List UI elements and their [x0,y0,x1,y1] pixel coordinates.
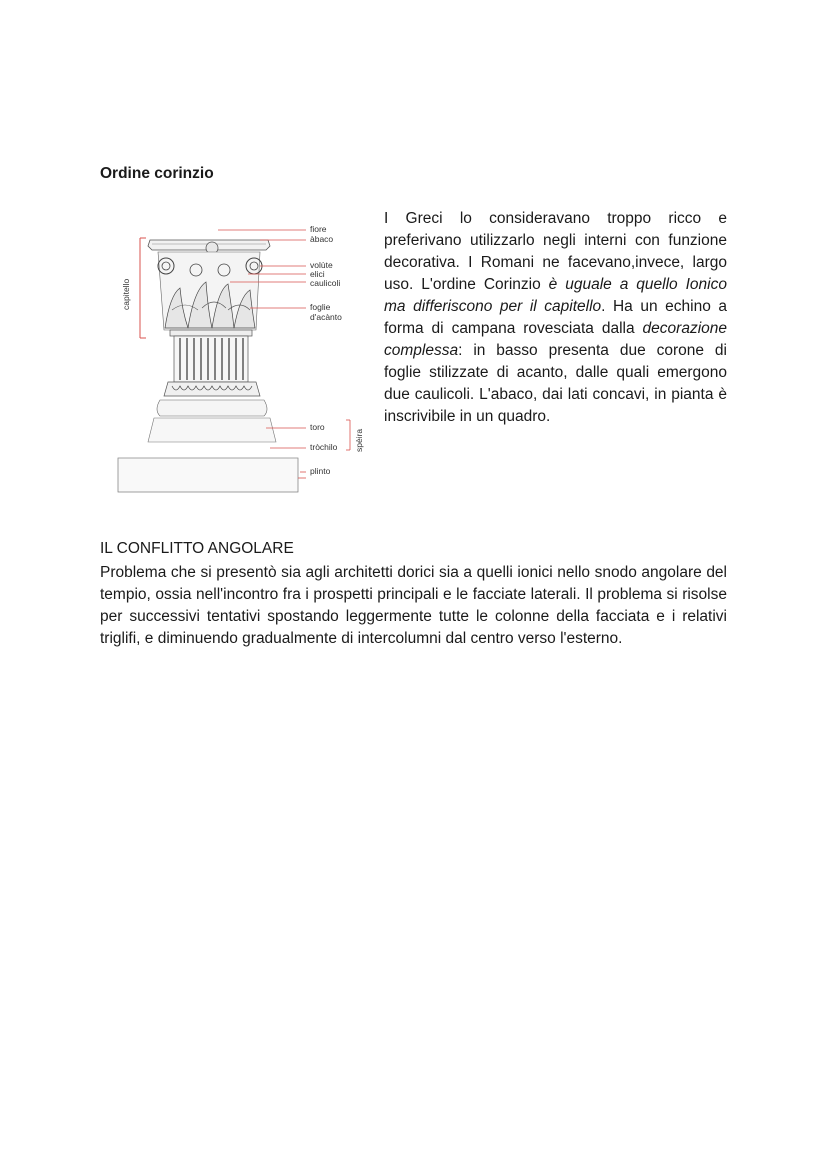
column-illustration [110,210,375,500]
label-caulicoli: caulicoli [310,278,341,288]
section-title: IL CONFLITTO ANGOLARE [100,540,294,557]
corinthian-column-diagram [110,210,375,500]
label-acanto: d'acànto [310,312,342,322]
intro-text-2: . Ha un echino a forma di campana rovesciata dalla [384,298,727,337]
intro-emphasis-2: decorazione complessa [384,320,727,359]
label-foglie: foglie [310,302,331,312]
label-abaco: àbaco [310,234,334,244]
intro-emphasis-1: è uguale a quello Ionico ma differiscono per il capitello [384,276,727,315]
trochilus-molding [148,418,276,442]
label-toro: toro [310,422,325,432]
plinth [118,458,298,492]
label-volute: volùte [310,260,333,270]
label-trochilo: tròchilo [310,442,338,452]
column-shaft [174,336,248,382]
label-plinto: plinto [310,466,331,476]
intro-text-1: I Greci lo consideravano troppo ricco e preferivano utilizzarlo negli interni con funzione decorativa. I Romani ne facevano,invece, largo uso. L'ordine Corinzio [384,210,727,293]
intro-paragraph [384,208,727,428]
label-speira: spèira [354,428,364,452]
torus-molding [157,400,267,416]
label-elici: elici [310,269,325,279]
capitello-label: capitello [121,278,131,310]
page-title: Ordine corinzio [100,165,214,182]
label-fiore: fiore [310,224,327,234]
intro-text-3: : in basso presenta due corone di foglie stilizzate di acanto, dalle quali emergono due caulicoli. L'abaco, dai lati concavi, in pianta è inscrivibile in un quadro. [384,342,727,425]
section-paragraph: Problema che si presentò sia agli architetti dorici sia a quelli ionici nello snodo angolare del tempio, ossia nell'incontro fra i prospetti principali e le facciate laterali. Il problema si risolse per successivi tentativi spostando leggermente tutte le colonne della facciata e i relativi triglifi, e diminuendo gradualmente di intercolumni dal centro verso l'esterno. [100,564,727,647]
